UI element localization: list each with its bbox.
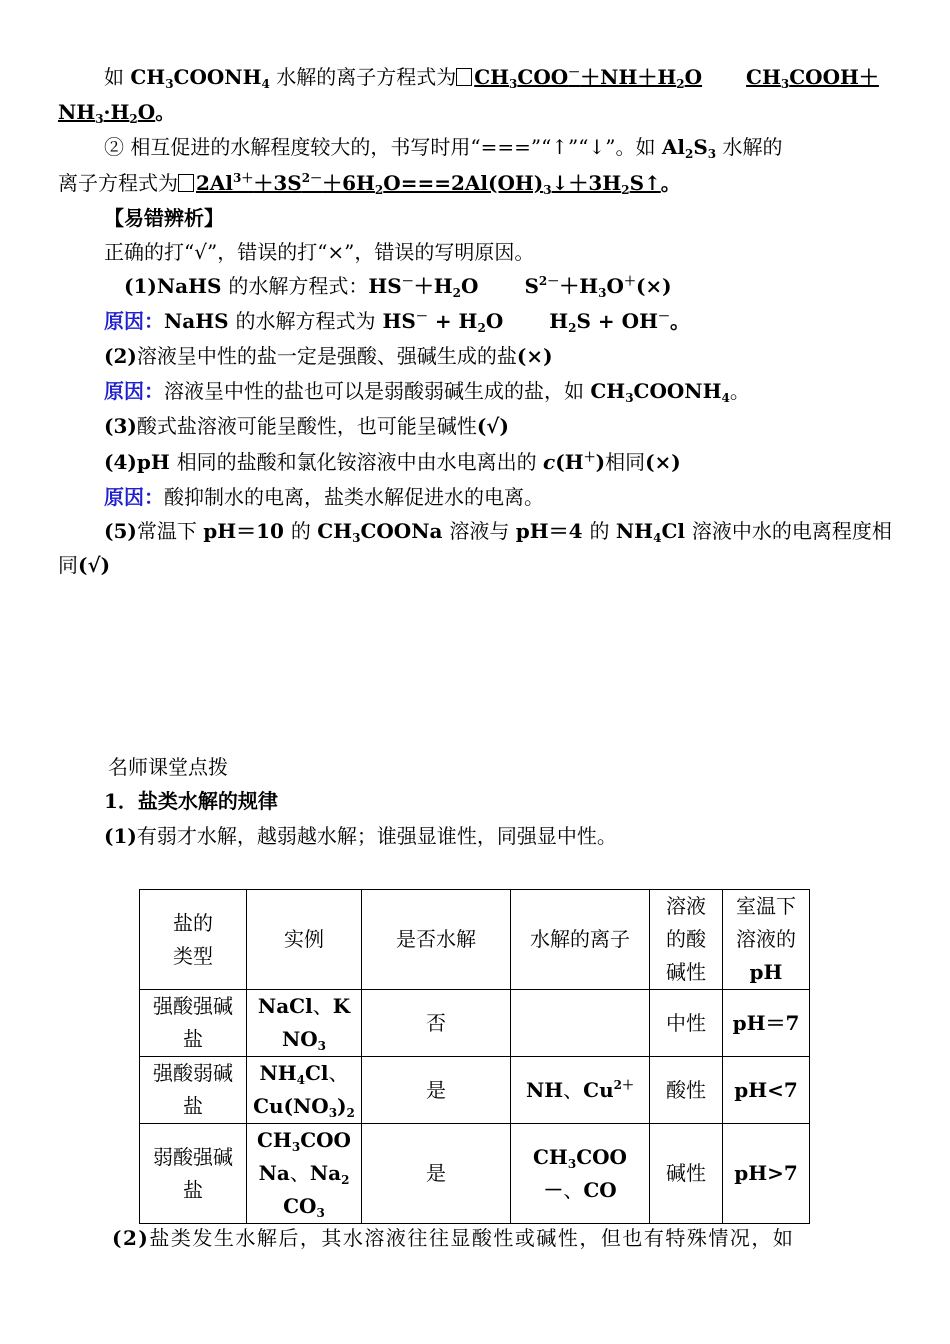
tips-rule1: (1)有弱才水解，越弱越水解；谁强显谁性，同强显中性。 [104, 824, 617, 848]
cell-type: 强酸弱碱 盐 [140, 1057, 247, 1124]
header-ph: 室温下 溶液的 pH [723, 890, 810, 990]
cell-ions: $CH_3COO$ －、CO [511, 1124, 650, 1224]
tips-rule2: (2)盐类发生水解后，其水溶液往往显酸性或碱性，但也有特殊情况，如 [112, 1226, 795, 1250]
cell-ions [511, 990, 650, 1057]
para1-end: 。 [155, 100, 176, 124]
para2-end: 。 [660, 171, 681, 195]
para1-prefix: 如 [104, 65, 131, 89]
table-header-row [140, 890, 810, 990]
error-item-5-cont: 同(√) [58, 553, 111, 577]
errors-intro: 正确的打“√”，错误的打“×”，错误的写明原因。 [104, 240, 535, 264]
error-item-4: (4)pH 相同的盐酸和氯化铵溶液中由水电离出的 c(H＋)相同(×) [104, 450, 681, 474]
error-reason-2: 原因：溶液呈中性的盐也可以是弱酸弱碱生成的盐，如 $CH_3COONH_4$。 [104, 379, 750, 405]
para2-line1-prefix: ② 相互促进的水解程度较大的，书写时用“===”“↑”“↓”。如 [104, 135, 662, 159]
cell-hydrolysis: 否 [362, 990, 511, 1057]
cell-example: $NH_4Cl$、 $Cu(NO_3)_2$ [247, 1057, 362, 1124]
error-reason-4: 原因：酸抑制水的电离，盐类水解促进水的电离。 [104, 485, 544, 509]
para2-equation: $2Al^{3+}+3S^{2-}+6H_2O===2Al(OH)_3↓+3H_2S↑$ [196, 171, 661, 197]
cell-nature: 中性 [650, 990, 723, 1057]
para1-line2 [58, 100, 175, 124]
cell-ions: NH、$Cu^{2+}$ [511, 1057, 650, 1124]
answer-box [456, 68, 472, 86]
tips-title: 名师课堂点拨 [108, 755, 228, 779]
header-example: 实例 [247, 890, 362, 990]
header-hydrolysis: 是否水解 [362, 890, 511, 990]
reason-label: 原因： [104, 309, 164, 333]
cell-example: $CH_3COO$ Na、$Na_2$ $CO_3$ [247, 1124, 362, 1224]
cell-example: NaCl、K $NO_3$ [247, 990, 362, 1057]
para1-mid: 水解的离子方程式为 [269, 65, 457, 89]
error-reason-1: 原因：NaHS 的水解方程式为 $HS^- + H_2O$ $H_2S + OH^-$。 [104, 309, 690, 335]
cell-type: 弱酸强碱 盐 [140, 1124, 247, 1224]
table-row [140, 1124, 810, 1224]
cell-hydrolysis: 是 [362, 1057, 511, 1124]
cell-ph: pH＝7 [723, 990, 810, 1057]
header-type: 盐的 类型 [140, 890, 247, 990]
para1-eq-line1: $CH_3COO^-+NH+H_2O$ $CH_3COOH+$ [474, 65, 879, 91]
header-ions: 水解的离子 [511, 890, 650, 990]
cell-ph: pH<7 [723, 1057, 810, 1124]
answer-box [178, 174, 194, 192]
table-row [140, 990, 810, 1057]
para2-line2 [58, 171, 681, 195]
table-row [140, 1057, 810, 1124]
cell-nature: 酸性 [650, 1057, 723, 1124]
para1-eq-line2: $NH_3\cdot H_2O$ [58, 100, 156, 126]
cell-nature: 碱性 [650, 1124, 723, 1224]
reason-label: 原因： [104, 379, 164, 403]
error-item-3: (3)酸式盐溶液可能呈酸性，也可能呈碱性(√) [104, 414, 509, 438]
header-nature: 溶液 的酸 碱性 [650, 890, 723, 990]
cell-hydrolysis: 是 [362, 1124, 511, 1224]
error-item-5: (5)常温下 pH＝10 的 $CH_3COONa$ 溶液与 pH＝4 的 $NH_4Cl$ 溶液中水的电离程度相 [104, 519, 892, 545]
tips-section1: 1．盐类水解的规律 [104, 789, 278, 813]
errors-heading: 【易错辨析】 [104, 206, 224, 230]
para2-line1-suffix: 水解的 [716, 135, 783, 159]
error-item-2: (2)溶液呈中性的盐一定是强酸、强碱生成的盐(×) [104, 344, 553, 368]
para2-line1: ② 相互促进的水解程度较大的，书写时用“===”“↑”“↓”。如 $Al_2S_3$ 水解的 [104, 135, 783, 161]
cell-ph: pH>7 [723, 1124, 810, 1224]
para2-line2-prefix: 离子方程式为 [58, 171, 178, 195]
reason-label: 原因： [104, 485, 164, 509]
cell-type: 强酸强碱 盐 [140, 990, 247, 1057]
para1-line1: 如 $CH_3COONH_4$ 水解的离子方程式为 $CH_3COO^-+NH+H_2O$ $CH_3COOH+$ [104, 65, 879, 91]
error-item-1: (1)NaHS 的水解方程式：$HS^-+H_2O$ $S^{2-}+H_3O^+(\times)$ [124, 274, 672, 300]
hydrolysis-table [139, 889, 810, 1224]
